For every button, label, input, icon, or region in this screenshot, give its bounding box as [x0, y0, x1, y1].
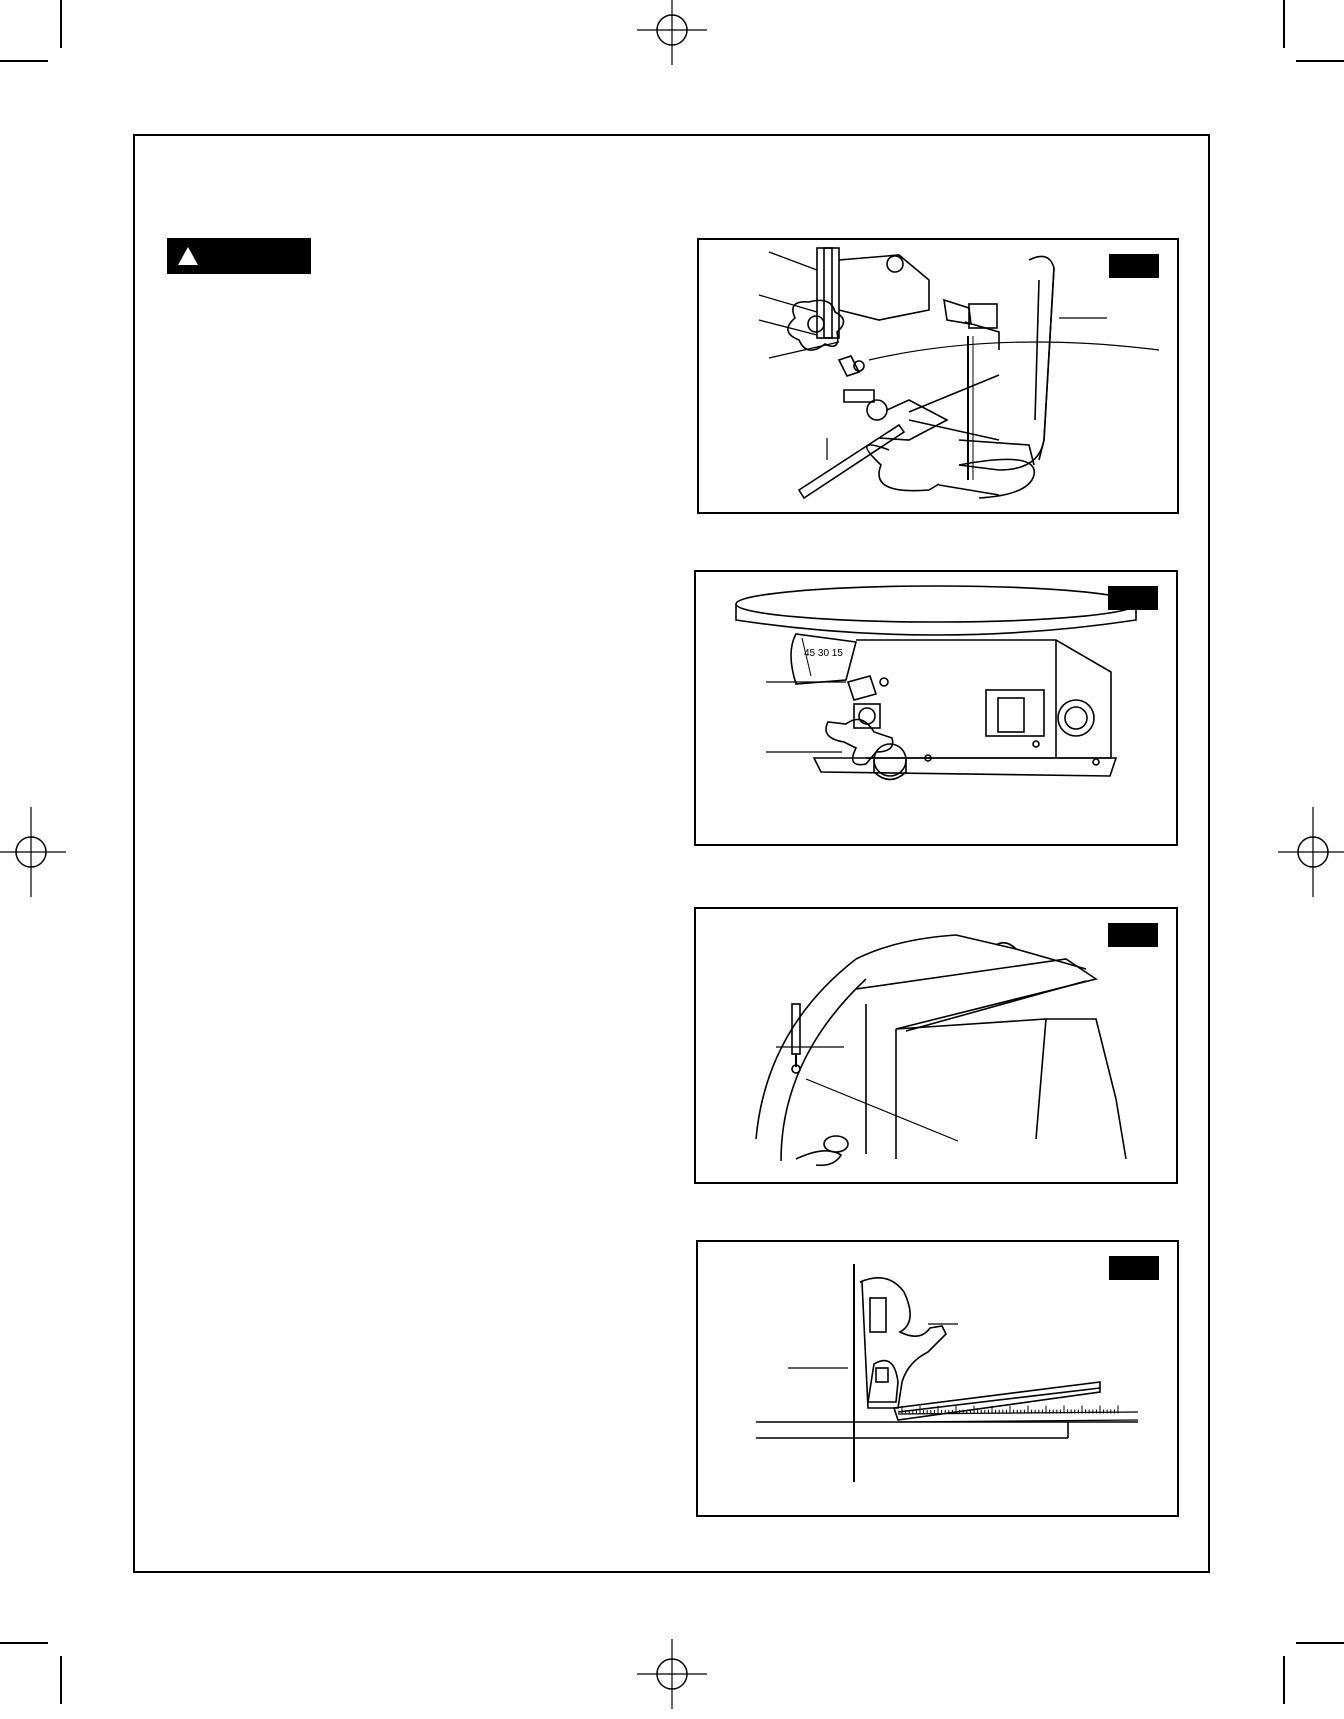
svg-text:45 30 15: 45 30 15	[804, 648, 843, 659]
crop-mark	[0, 60, 48, 62]
ruler-ticks	[902, 1405, 1118, 1414]
crop-mark	[1283, 1656, 1285, 1704]
figure-tag	[1109, 1256, 1159, 1280]
callout-leader	[806, 1079, 958, 1141]
crop-mark	[1296, 1642, 1344, 1644]
figure-combination-square-illustration	[698, 1242, 1177, 1515]
figure-blade-guard	[697, 238, 1179, 514]
figure-adjustment-screw	[694, 907, 1178, 1184]
figure-table-tilt-illustration	[696, 572, 1176, 844]
crop-mark	[60, 1656, 62, 1704]
crop-mark	[0, 1642, 48, 1644]
registration-mark	[1268, 807, 1344, 897]
figure-table-tilt	[694, 570, 1178, 846]
figure-tag	[1108, 586, 1158, 610]
warning-banner	[167, 238, 311, 274]
figure-combination-square	[696, 1240, 1179, 1517]
crop-mark	[1296, 60, 1344, 62]
figure-adjustment-screw-illustration	[696, 909, 1176, 1182]
crop-mark	[60, 0, 62, 48]
figure-tag	[1109, 254, 1159, 278]
figure-tag	[1108, 923, 1158, 947]
crop-mark	[1283, 0, 1285, 48]
registration-mark	[627, 1629, 717, 1719]
registration-mark	[0, 807, 76, 897]
registration-mark	[627, 0, 717, 75]
figure-blade-guard-illustration	[699, 240, 1177, 512]
warning-triangle-icon	[177, 246, 199, 266]
